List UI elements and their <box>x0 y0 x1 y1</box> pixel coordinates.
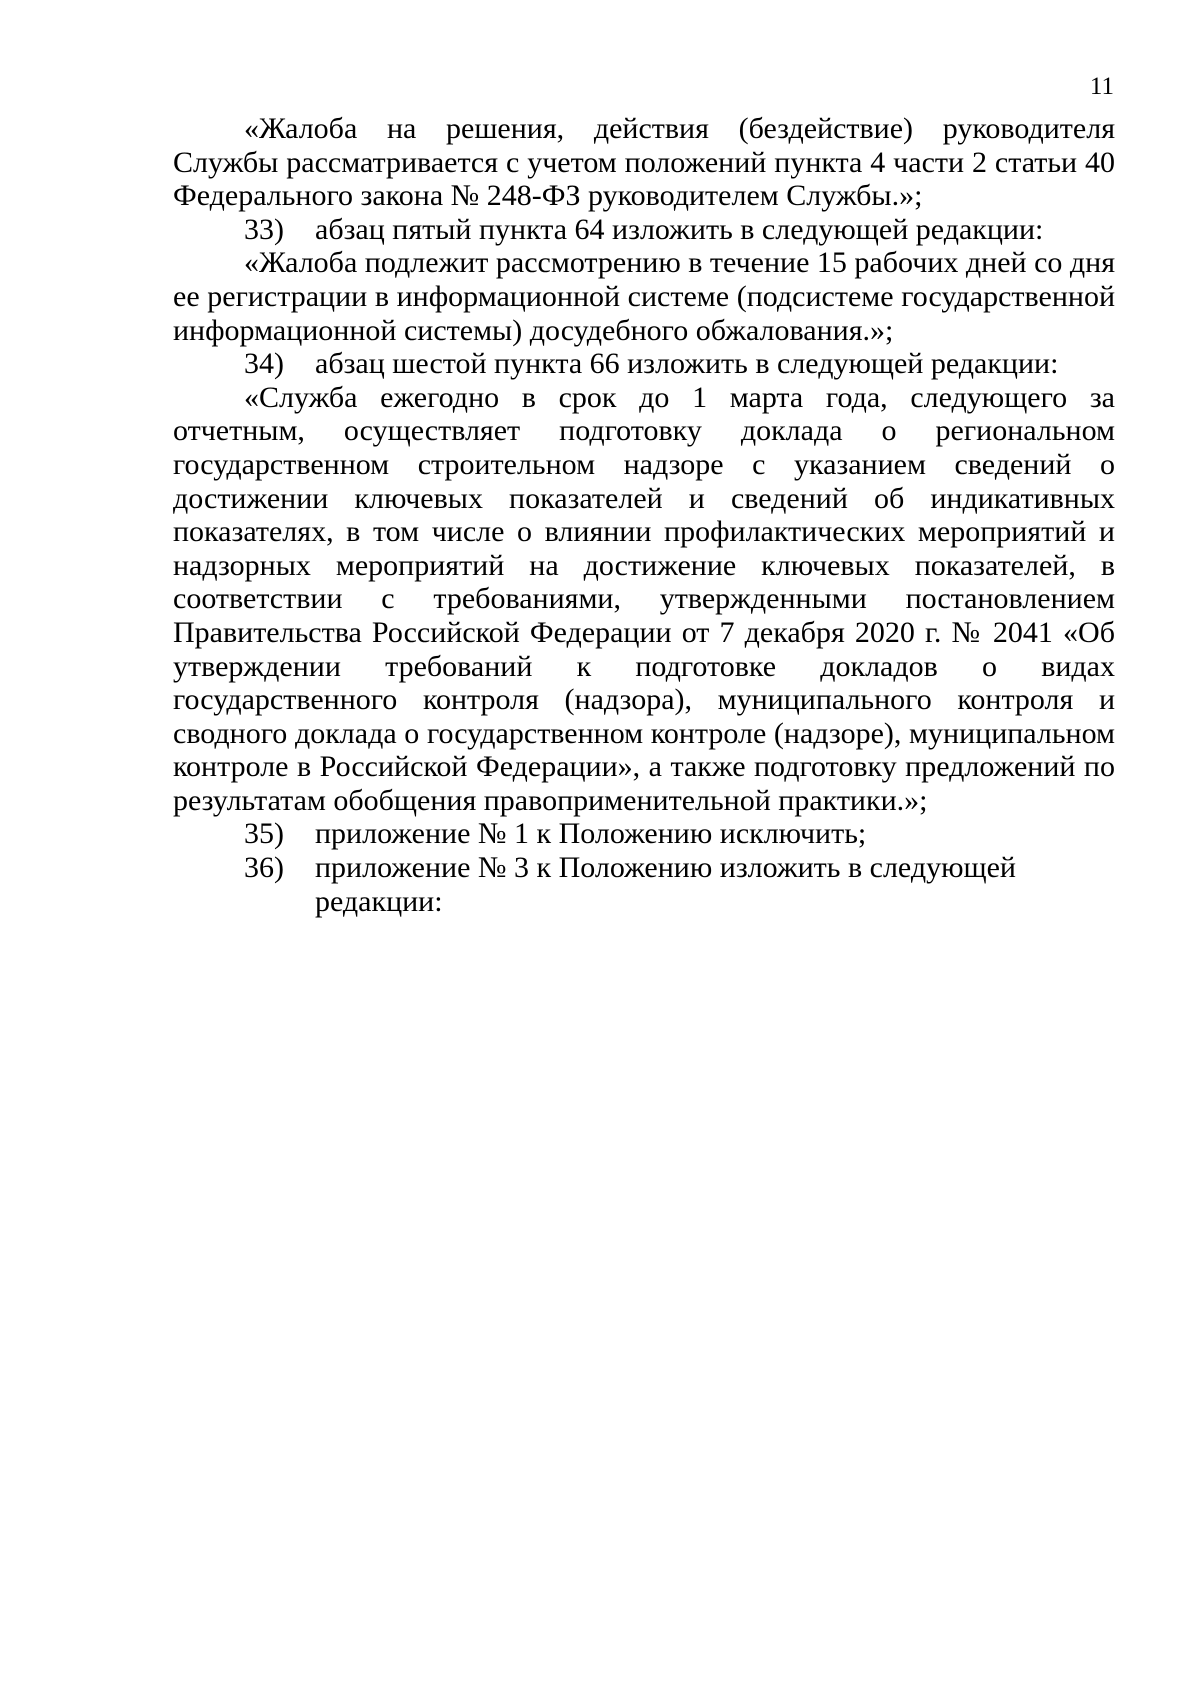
item-number: 36) <box>244 851 284 885</box>
item-text: приложение № 3 к Положению изложить в следующей редакции: <box>315 851 1016 918</box>
document-body <box>173 112 1115 918</box>
list-item-34 <box>173 347 1115 381</box>
item-number: 34) <box>244 347 284 381</box>
item-number: 35) <box>244 817 284 851</box>
item-text: абзац шестой пункта 66 изложить в следующей редакции: <box>315 347 1059 381</box>
item-number: 33) <box>244 212 284 246</box>
paragraph-quote-complaint-head: «Жалоба на решения, действия (бездействие) руководителя Службы рассматривается с учетом положений пункта 4 части 2 статьи 40 Федерального закона № 248-ФЗ руководителем Службы.»; <box>173 112 1115 213</box>
list-item-33 <box>173 213 1115 247</box>
list-item-35 <box>173 817 1115 851</box>
paragraph-quote-complaint-term: «Жалоба подлежит рассмотрению в течение 15 рабочих дней со дня ее регистрации в информационной системе (подсистеме государственной информационной системы) досудебного обжалования.»; <box>173 246 1115 347</box>
paragraph-quote-annual-report: «Служба ежегодно в срок до 1 марта года, следующего за отчетным, осуществляет подготовку доклада о региональном государственном строительном надзоре с указанием сведений о достижении ключевых показателей и сведений об индикативных показателях, в том числе о влиянии профилактических мероприятий и надзорных мероприятий на достижение ключевых показателей, в соответствии с требованиями, утвержденными постановлением Правительства Российской Федерации от 7 декабря 2020 г. № 2041 «Об утверждении требований к подготовке докладов о видах государственного контроля (надзора), муниципального контроля и сводного доклада о государственном контроле (надзоре), муниципальном контроле в Российской Федерации», а также подготовку предложений по результатам обобщения правоприменительной практики.»; <box>173 380 1115 817</box>
list-item-36 <box>173 851 1115 918</box>
item-text: абзац пятый пункта 64 изложить в следующей редакции: <box>315 212 1044 246</box>
item-text: приложение № 1 к Положению исключить; <box>315 817 867 851</box>
page-number: 11 <box>1089 73 1114 100</box>
